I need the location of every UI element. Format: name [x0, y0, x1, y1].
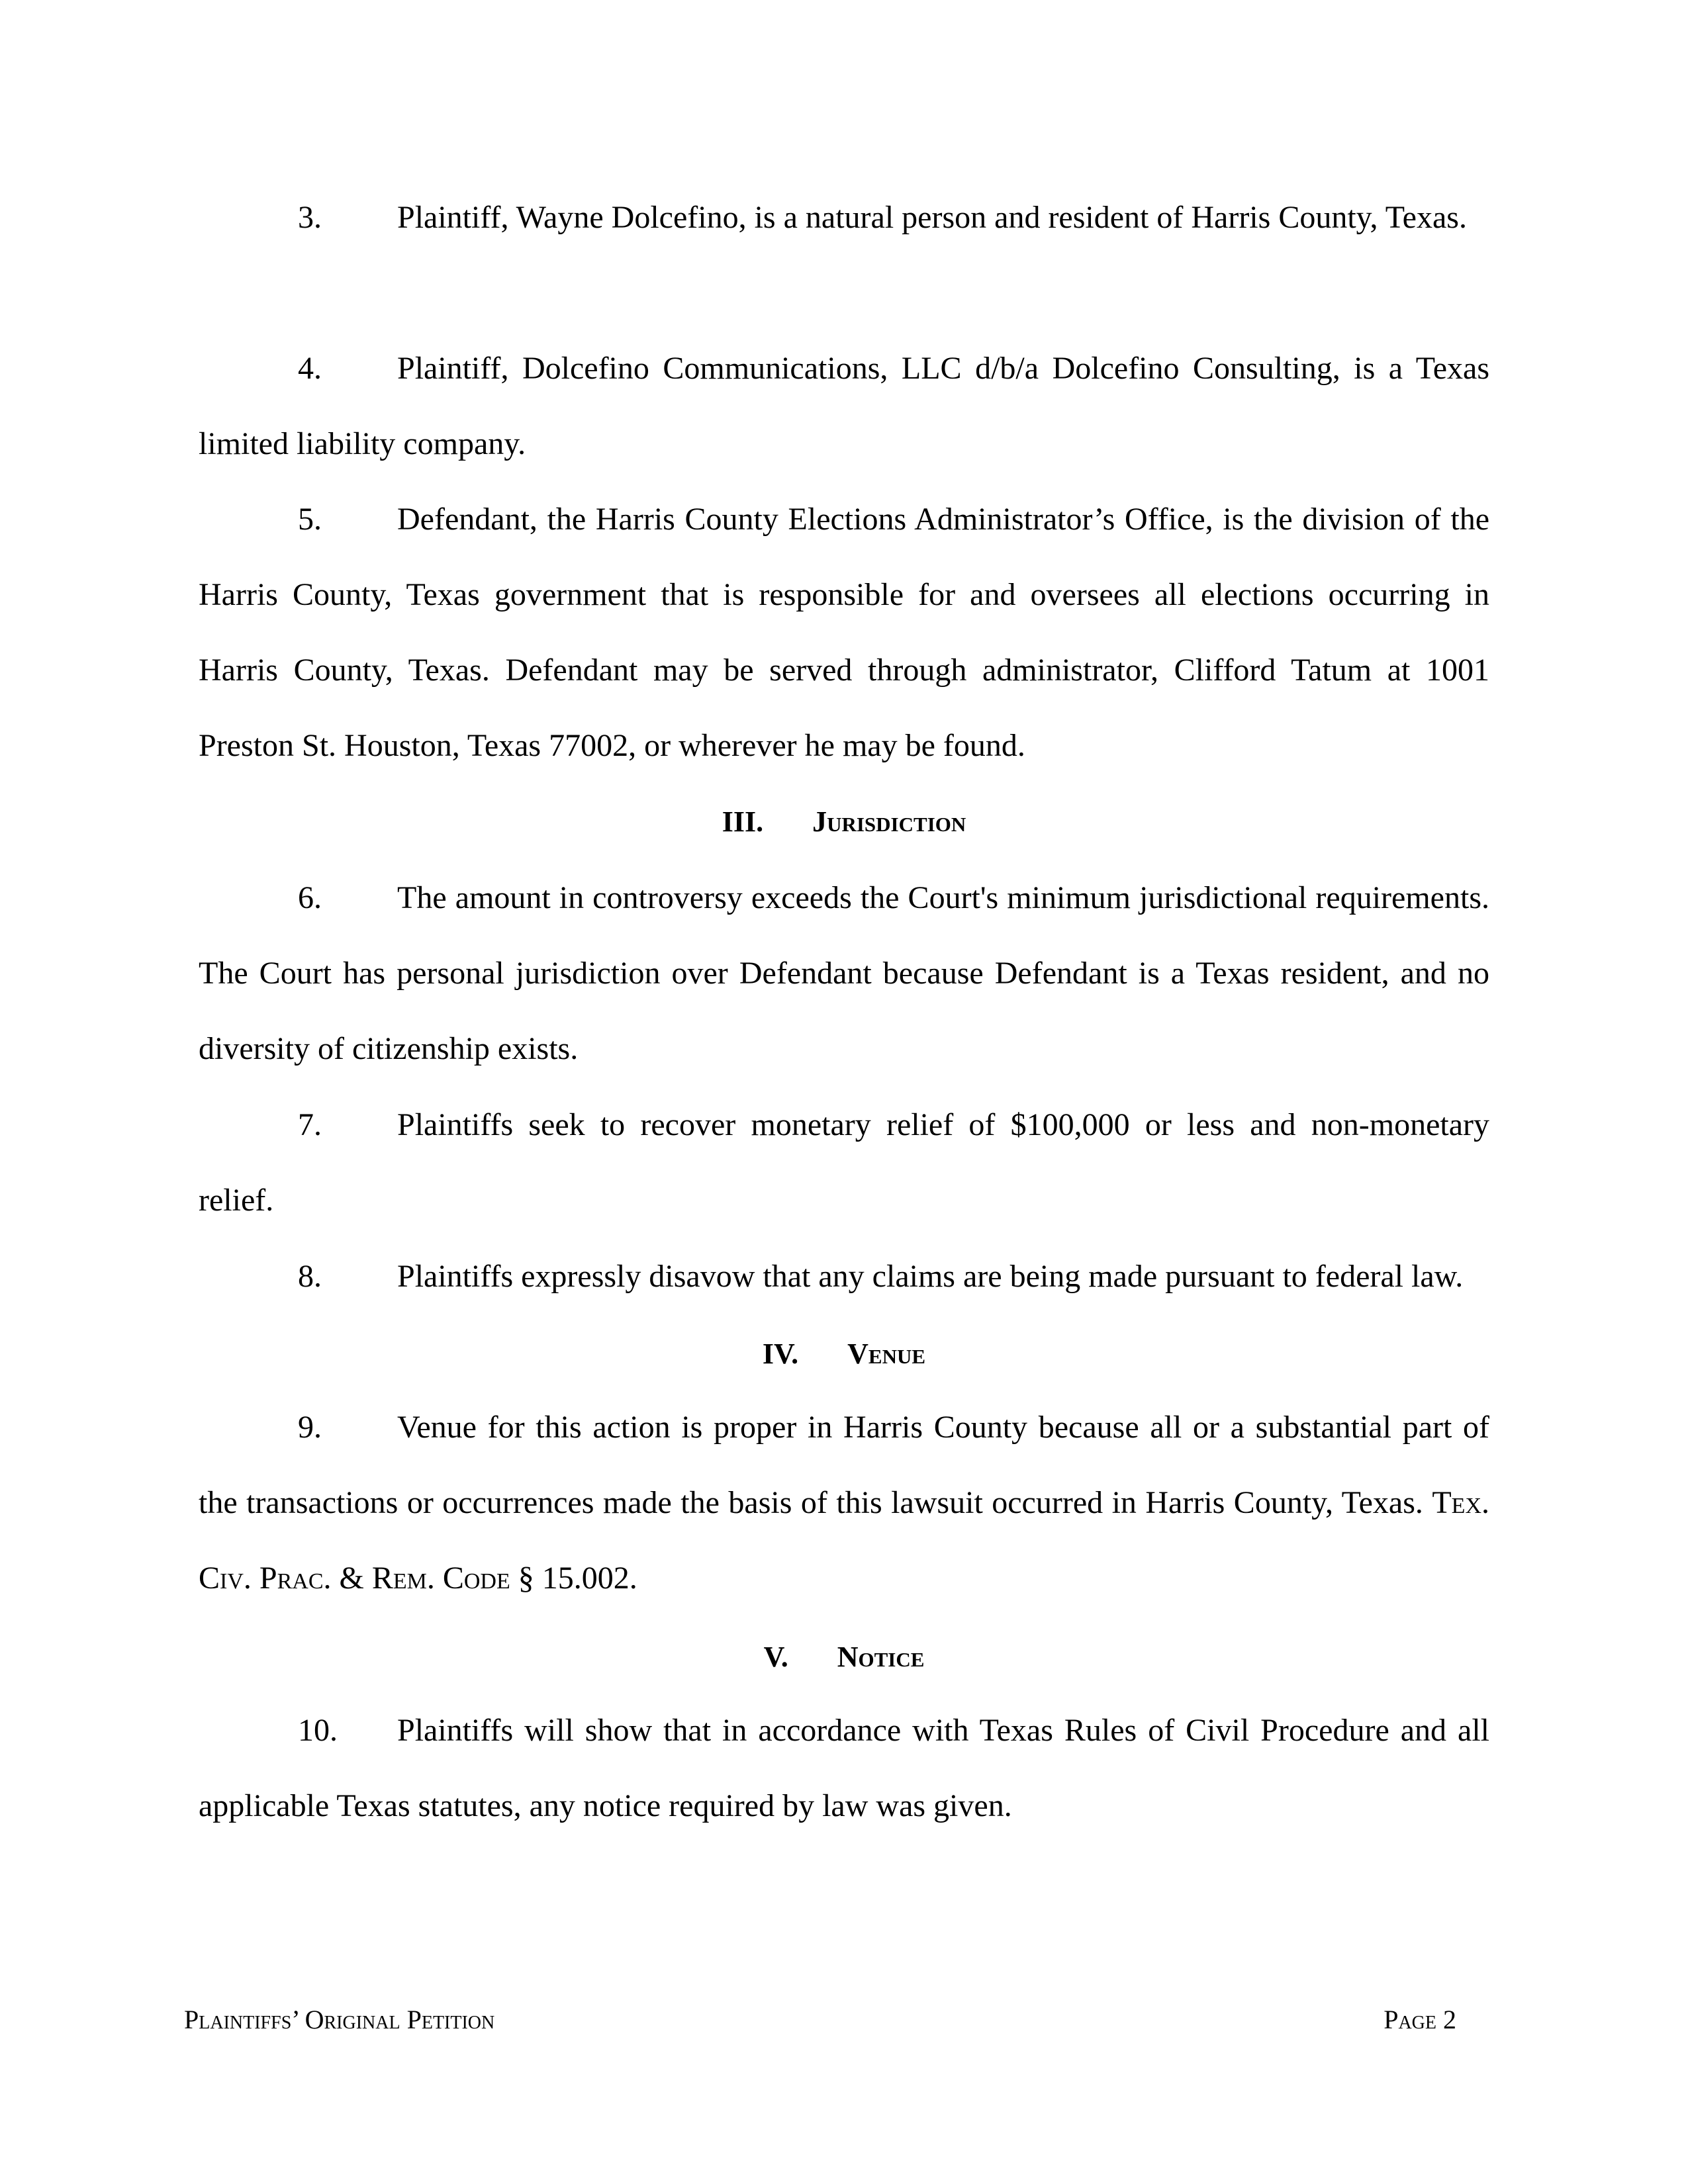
paragraph-number: 6.: [298, 880, 322, 915]
paragraph-number: 8.: [298, 1259, 322, 1294]
paragraph-text: Venue for this action is proper in Harris County because all or a substantial part of the transactions or occurrences made the basis of this lawsuit occurred in Harris County, Texas.: [199, 1410, 1489, 1520]
statute-citation: Tex. Civ. Prac. & Rem. Code: [199, 1485, 1490, 1596]
paragraph-text: Plaintiffs expressly disavow that any claims are being made pursuant to federal law.: [397, 1259, 1464, 1294]
paragraph-9: [199, 1390, 1489, 1616]
section-title: Jurisdiction: [812, 805, 966, 838]
paragraph-text: Plaintiffs seek to recover monetary relief of $100,000 or less and non-monetary relief.: [199, 1107, 1489, 1218]
paragraph-5: [199, 482, 1489, 784]
statute-section: § 15.002.: [518, 1561, 637, 1596]
section-heading-notice: [199, 1637, 1489, 1677]
paragraph-number: 9.: [298, 1410, 322, 1445]
paragraph-text: The amount in controversy exceeds the Court's minimum jurisdictional requirements. The Court has personal jurisdiction over Defendant because Defendant is a Texas resident, and no diversity of citizenship exists.: [199, 880, 1489, 1066]
paragraph-3: [199, 180, 1489, 255]
section-number: IV.: [762, 1338, 799, 1370]
footer-page-number: Page 2: [1383, 2005, 1456, 2034]
section-heading-venue: [199, 1334, 1489, 1374]
section-number: V.: [763, 1641, 788, 1673]
section-title: Notice: [837, 1641, 925, 1673]
paragraph-text: Plaintiff, Wayne Dolcefino, is a natural person and resident of Harris County, Texas.: [397, 200, 1467, 235]
paragraph-number: 7.: [298, 1107, 322, 1142]
paragraph-6: [199, 860, 1489, 1087]
paragraph-8: [199, 1239, 1489, 1314]
paragraph-10: [199, 1693, 1489, 1844]
paragraph-number: 4.: [298, 351, 322, 386]
paragraph-text: Plaintiff, Dolcefino Communications, LLC d/b/a Dolcefino Consulting, is a Texas limited liability company.: [199, 351, 1489, 461]
footer-document-title: Plaintiffs’ Original Petition: [184, 2005, 495, 2034]
paragraph-7: [199, 1087, 1489, 1238]
section-heading-jurisdiction: [199, 802, 1489, 842]
paragraph-number: 10.: [298, 1713, 338, 1748]
paragraph-text: Plaintiffs will show that in accordance with Texas Rules of Civil Procedure and all applicable Texas statutes, any notice required by law was given.: [199, 1713, 1489, 1823]
section-number: III.: [722, 805, 764, 838]
paragraph-4: [199, 331, 1489, 482]
paragraph-number: 3.: [298, 200, 322, 235]
section-title: Venue: [847, 1338, 926, 1370]
paragraph-number: 5.: [298, 502, 322, 537]
paragraph-text: Defendant, the Harris County Elections Administrator’s Office, is the division of the Harris County, Texas government that is responsible for and oversees all elections occurring in Harris County, Texas. Defendant may be served through administrator, Clifford Tatum at 1001 Preston St. Houston, Texas 77002, or wherever he may be found.: [199, 502, 1489, 763]
